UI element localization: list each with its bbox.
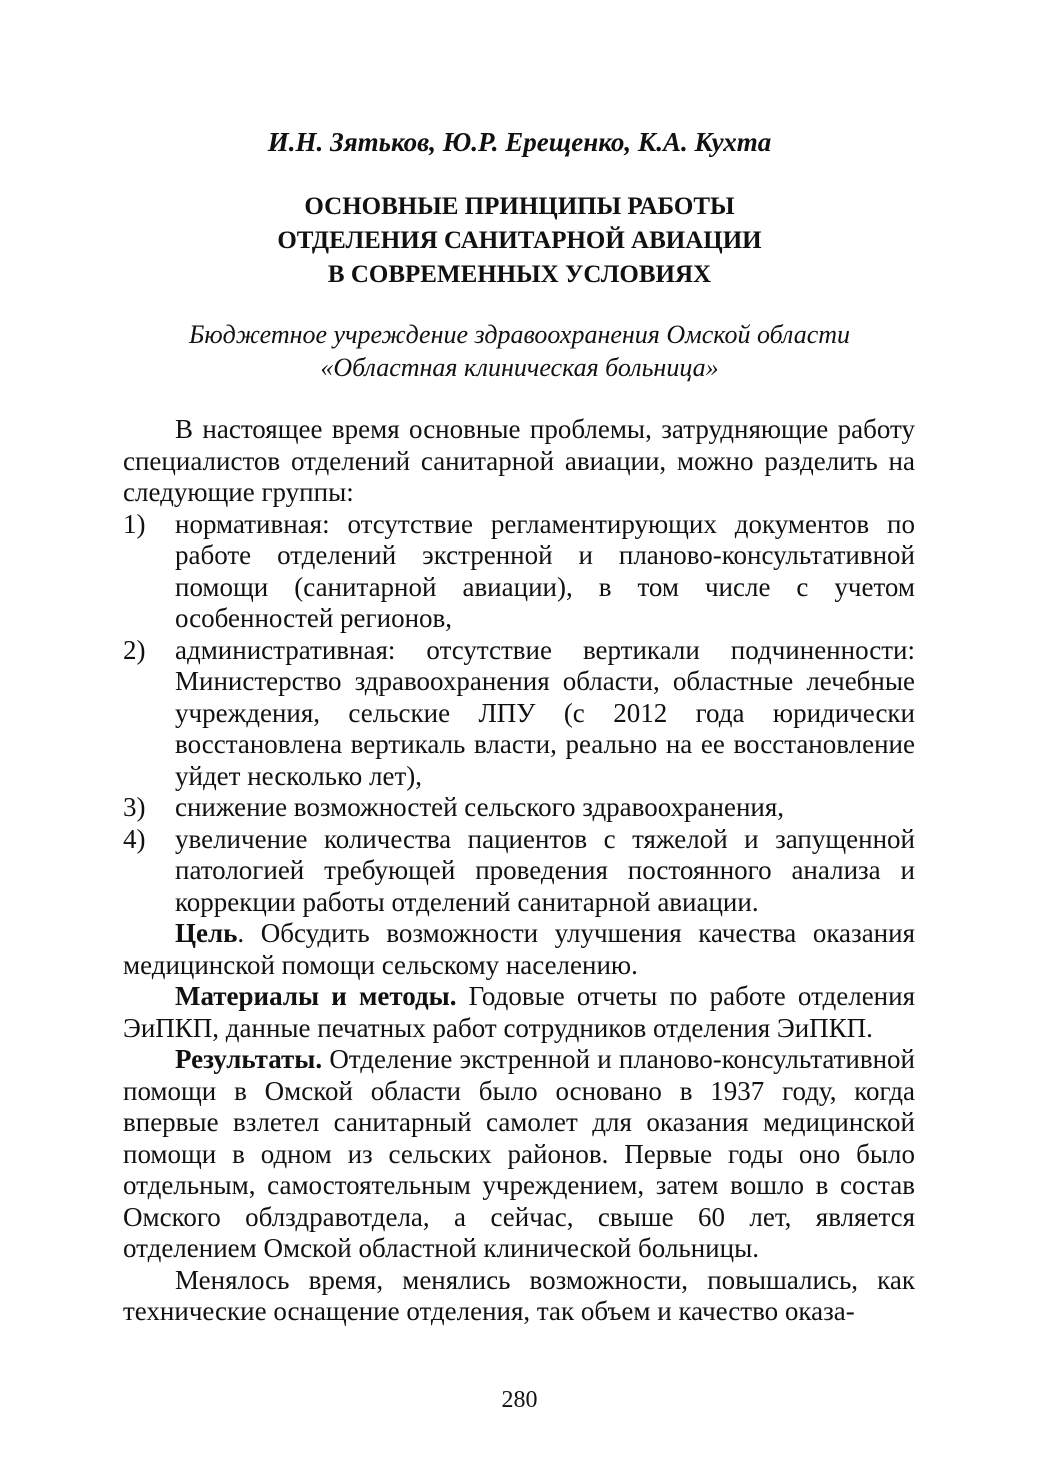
title-line: В СОВРЕМЕННЫХ УСЛОВИЯХ [327,261,712,288]
list-number: 4) [123,823,146,854]
affiliation-line: Бюджетное учреждение здравоохранения Омской области [188,320,851,349]
list-text: снижение возможностей сельского здравоохранения, [175,792,785,822]
article-body [123,414,915,1328]
affiliation [0,318,1039,384]
problems-list [123,509,915,919]
list-text: нормативная: отсутствие регламентирующих документов по работе отделений экстренной и планово-консультативной помощи (санитарной авиации), в том числе с учетом особенностей регионов, [175,508,915,633]
title-line: ОТДЕЛЕНИЯ САНИТАРНОЙ АВИАЦИИ [277,227,762,254]
methods-paragraph [123,981,915,1044]
article-title [0,190,1039,292]
list-text: административная: отсутствие вертикали подчиненности: Министерство здравоохранения области, областные лечебные учреждения, сельские ЛПУ (с 2012 года юридически восстановлена вертикаль власти, реально на ее восстановление уйдет несколько лет), [175,634,915,791]
affiliation-line: «Областная клиническая больница» [320,353,719,382]
methods-text: Годовые отчеты по работе отделения ЭиПКП, данные печатных работ сотрудников отделения ЭиПКП. [123,981,916,1043]
page-number: 280 [501,1387,538,1413]
results-label: Результаты. [175,1044,323,1074]
goal-text: . Обсудить возможности улучшения качества оказания медицинской помощи сельскому населению. [123,918,915,980]
closing-paragraph: Менялось время, менялись возможности, повышались, как технические оснащение отделения, так объем и качество оказа- [123,1264,915,1326]
list-item [123,509,915,635]
methods-label: Материалы и методы. [175,981,457,1011]
list-item [123,635,915,793]
results-text: Отделение экстренной и планово-консультативной помощи в Омской области было основано в 1937 году, когда впервые взлетел санитарный самолет для оказания медицинской помощи в одном из сельских районов. Первые годы оно было отдельным, самостоятельным учреждением, затем вошло в состав Омского облздравотдела, а сейчас, свыше 60 лет, является отделением Омской областной клинической больницы. [123,1044,915,1263]
authors: И.Н. Зятьков, Ю.Р. Ерещенко, К.А. Кухта [267,127,772,157]
list-item [123,792,915,824]
goal-label: Цель [175,918,238,948]
title-line: ОСНОВНЫЕ ПРИНЦИПЫ РАБОТЫ [304,193,735,220]
list-item [123,824,915,919]
list-number: 2) [123,634,146,665]
list-text: увеличение количества пациентов с тяжелой и запущенной патологией требующей проведения постоянного анализа и коррекции работы отделений санитарной авиации. [175,823,915,917]
results-paragraph [123,1044,915,1265]
intro-paragraph: В настоящее время основные проблемы, затрудняющие работу специалистов отделений санитарной авиации, можно разделить на следующие группы: [123,414,915,507]
list-number: 3) [123,792,146,822]
list-number: 1) [123,508,146,539]
goal-paragraph [123,918,915,981]
